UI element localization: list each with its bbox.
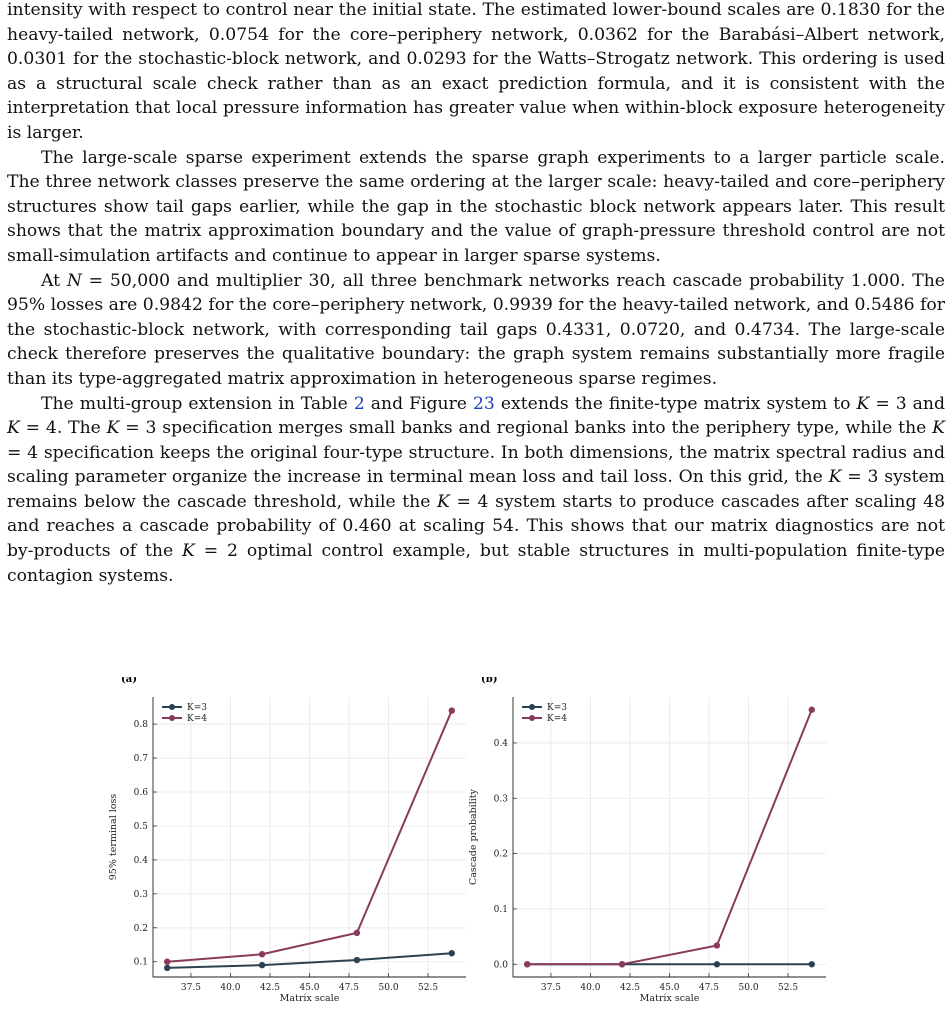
x-tick-label: 45.0 xyxy=(299,983,320,993)
x-tick-label: 52.5 xyxy=(418,983,439,993)
x-tick-label: 47.5 xyxy=(338,983,360,993)
math-symbol: K xyxy=(932,418,945,439)
data-point xyxy=(354,930,360,936)
y-tick-label: 0.5 xyxy=(133,821,148,832)
panel-label: (b) xyxy=(481,677,498,685)
panel-label: (a) xyxy=(121,677,137,685)
paragraph-4: The multi-group extension in Table 2 and Figure 23 extends the finite-type matrix system to K = 3 and K = 4. The K = 3 specification merges small banks and regional banks into the periphery type, while the K = 4 specification keeps the original four-type structure. In both dimensions, the matrix spectral radius and scaling parameter organize the increase in terminal mean loss and tail loss. On this grid, the K = 3 system remains below the cascade threshold, while the K = 4 system starts to produce cascades after scaling 48 and reaches a cascade probability of 0.460 at scaling 54. This shows that our matrix diagnostics are not by-products of the K = 2 optimal control example, but stable structures in multi-population finite-type contagion systems. xyxy=(7,393,945,586)
body-text xyxy=(7,0,945,588)
data-point xyxy=(164,959,170,965)
data-point xyxy=(619,961,625,967)
cross-reference-link[interactable]: 2 xyxy=(353,393,365,414)
data-point xyxy=(354,957,360,963)
math-symbol: N xyxy=(66,270,82,291)
chart-panel-a xyxy=(108,677,466,1004)
paragraph-2: The large-scale sparse experiment extends the sparse graph experiments to a larger particle scale. The three network classes preserve the same ordering at the larger scale: heavy-tailed and core–periphery structures show tail gaps earlier, while the gap in the stochastic block network appears later. This result shows that the matrix approximation boundary and the value of graph-pressure threshold control are not small-simulation artifacts and continue to appear in larger sparse systems. xyxy=(7,147,945,266)
data-point xyxy=(259,951,265,957)
data-point xyxy=(714,942,720,948)
x-axis-label: Matrix scale xyxy=(279,993,340,1004)
y-tick-label: 0.6 xyxy=(133,788,148,799)
data-point xyxy=(259,962,265,968)
legend-swatch-marker xyxy=(529,704,535,710)
y-axis-label: 95% terminal loss xyxy=(108,793,119,881)
x-tick-label: 42.5 xyxy=(619,983,641,993)
legend-swatch-marker xyxy=(169,715,175,721)
legend-swatch-marker xyxy=(169,704,175,710)
y-tick-label: 0.2 xyxy=(493,849,508,860)
cross-reference-link[interactable]: 23 xyxy=(473,393,495,414)
figure-svg xyxy=(108,677,828,1014)
chart-panel-b xyxy=(468,677,826,1004)
y-axis-label: Cascade probability xyxy=(468,789,479,885)
legend-label: K=4 xyxy=(547,714,567,724)
x-tick-label: 50.0 xyxy=(738,983,759,993)
data-point xyxy=(449,950,455,956)
x-tick-label: 50.0 xyxy=(378,983,399,993)
legend-label: K=3 xyxy=(187,703,207,713)
data-point xyxy=(809,707,815,713)
x-tick-label: 45.0 xyxy=(659,983,680,993)
x-axis-label: Matrix scale xyxy=(639,993,700,1004)
x-tick-label: 40.0 xyxy=(220,983,241,993)
y-tick-label: 0.4 xyxy=(133,855,148,866)
legend-label: K=3 xyxy=(547,703,567,713)
y-tick-label: 0.1 xyxy=(133,957,148,968)
x-tick-label: 47.5 xyxy=(698,983,720,993)
x-tick-label: 37.5 xyxy=(180,983,201,993)
y-tick-label: 0.0 xyxy=(493,960,508,971)
legend-swatch-marker xyxy=(529,715,535,721)
y-tick-label: 0.8 xyxy=(133,720,148,731)
x-tick-label: 37.5 xyxy=(540,983,561,993)
math-symbol: K xyxy=(106,418,120,439)
y-tick-label: 0.1 xyxy=(493,904,508,915)
data-point xyxy=(809,961,815,967)
data-point xyxy=(164,965,170,971)
y-tick-label: 0.7 xyxy=(133,754,148,765)
paragraph-1: intensity with respect to control near the initial state. The estimated lower-bound scales are 0.1830 for the heavy-tailed network, 0.0754 for the core–periphery network, 0.0362 for the Barabási–Albert network, 0.0301 for the stochastic-block network, and 0.0293 for the Watts–Strogatz network. This ordering is used as a structural scale check rather than as an exact prediction formula, and it is consistent with the interpretation that local pressure information has greater value when within-block exposure heterogeneity is larger. xyxy=(7,0,945,143)
x-tick-label: 40.0 xyxy=(580,983,601,993)
y-tick-label: 0.3 xyxy=(493,794,508,805)
paragraph-3: At N = 50,000 and multiplier 30, all three benchmark networks reach cascade probability 1.000. The 95% losses are 0.9842 for the core–periphery network, 0.9939 for the heavy-tailed network, and 0.5486 for the stochastic-block network, with corresponding tail gaps 0.4331, 0.0720, and 0.4734. The large-scale check therefore preserves the qualitative boundary: the graph system remains substantially more fragile than its type-aggregated matrix approximation in heterogeneous sparse regimes. xyxy=(7,270,945,389)
y-tick-label: 0.2 xyxy=(133,923,148,934)
math-symbol: K xyxy=(856,393,870,414)
math-symbol: K xyxy=(182,541,195,562)
legend-label: K=4 xyxy=(187,714,207,724)
math-symbol: K xyxy=(828,467,842,488)
y-tick-label: 0.4 xyxy=(493,738,508,749)
figure-23 xyxy=(108,677,828,1014)
data-point xyxy=(524,961,530,967)
data-point xyxy=(449,707,455,713)
math-symbol: K xyxy=(437,491,450,512)
x-tick-label: 42.5 xyxy=(259,983,281,993)
y-tick-label: 0.3 xyxy=(133,889,148,900)
x-tick-label: 52.5 xyxy=(778,983,799,993)
math-symbol: K xyxy=(7,418,20,439)
data-point xyxy=(714,961,720,967)
